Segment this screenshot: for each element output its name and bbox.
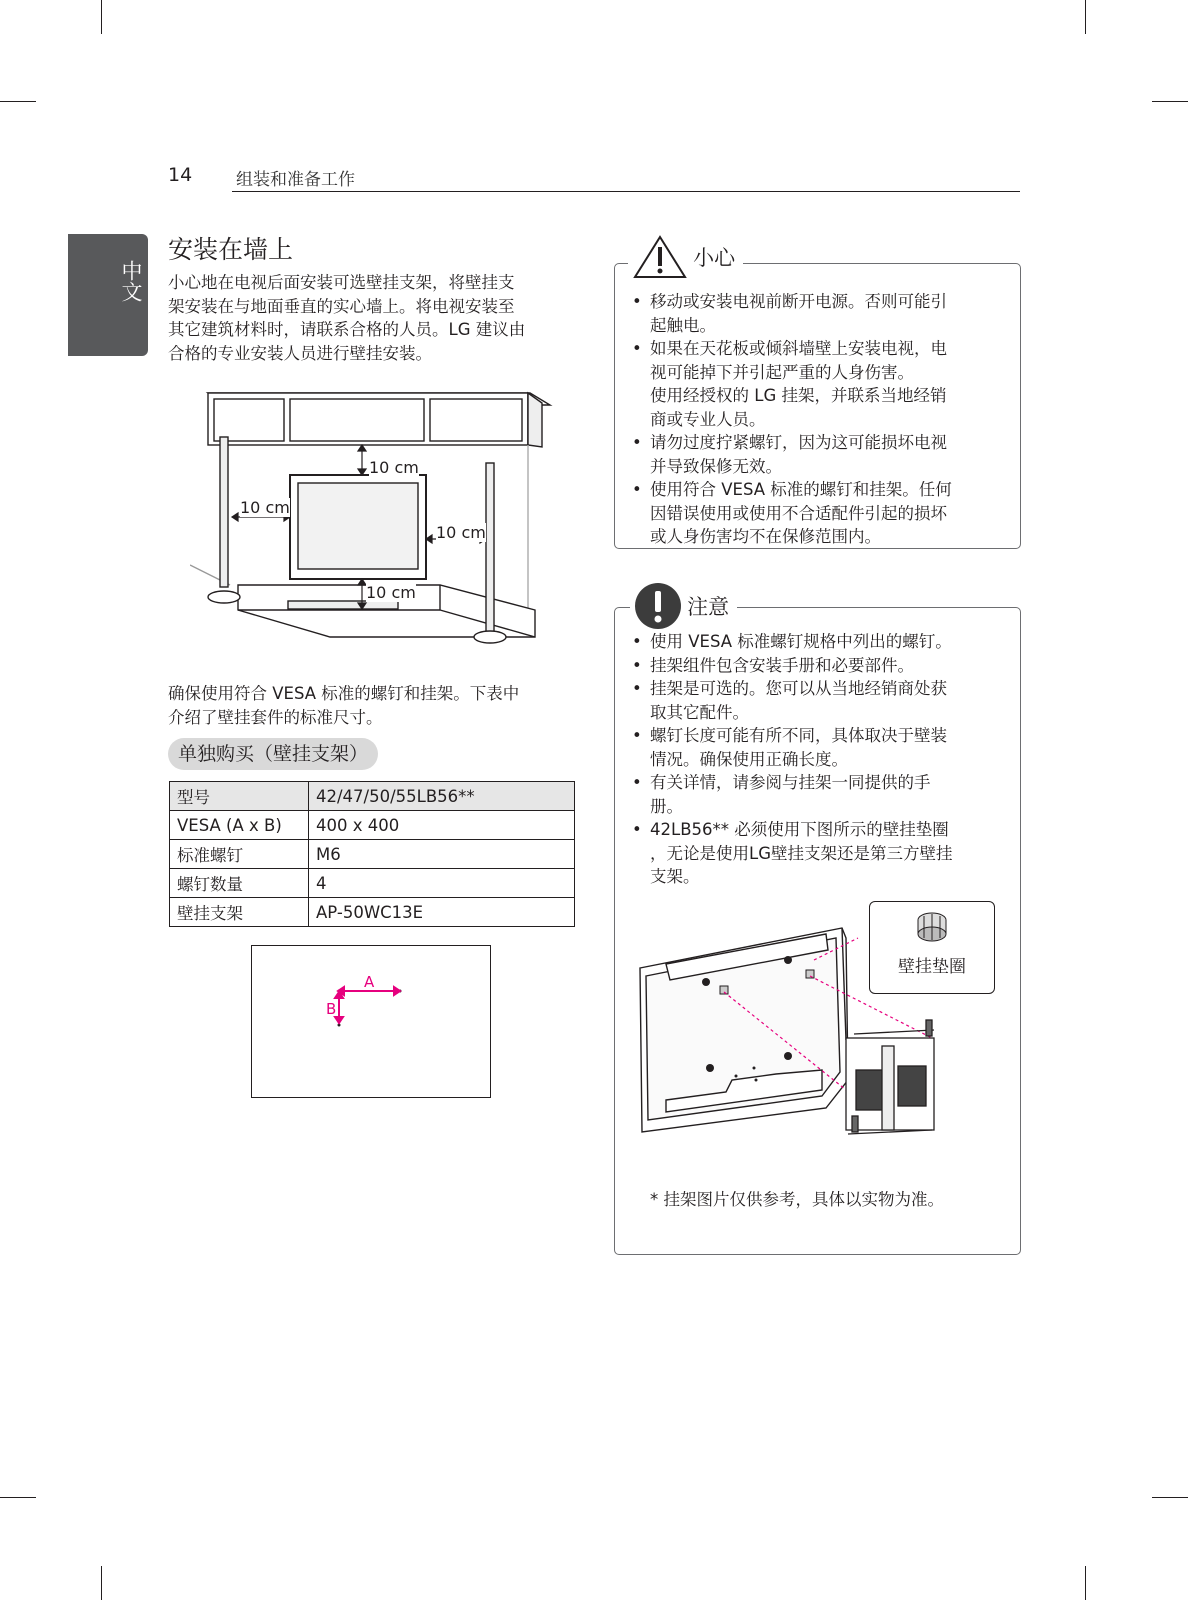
note-list: [632, 630, 1004, 889]
list-item-line: 使用经授权的 LG 挂架，并联系当地经销: [650, 386, 947, 405]
list-item-line: 或人身伤害均不在保修范围内。: [650, 527, 881, 546]
list-item-line: 商或专业人员。: [650, 409, 766, 429]
list-item-line: 并导致保修无效。: [650, 456, 782, 476]
table-cell: 400 x 400: [309, 811, 575, 840]
caution-heading: [628, 234, 743, 282]
table-row: [170, 869, 575, 898]
table-cell: 螺钉数量: [170, 869, 309, 898]
crop-mark: [0, 101, 36, 102]
list-item-line: • 移动或安装电视前断开电源。否则可能引: [650, 292, 947, 311]
exclamation-circle-icon: [634, 582, 682, 630]
vesa-label-b: B: [326, 1000, 337, 1018]
clearance-label-left: 10 cm: [240, 498, 290, 517]
page-number: 14: [168, 164, 193, 186]
crop-mark: [1085, 1566, 1086, 1600]
list-item-line: 支架。: [650, 867, 700, 886]
list-item-line: • 使用符合 VESA 标准的螺钉和挂架。任何: [650, 480, 952, 499]
clearance-label-top: 10 cm: [369, 458, 419, 477]
spec-table: [169, 781, 575, 927]
language-tab: [68, 234, 148, 356]
list-item: [632, 818, 1004, 889]
table-cell: 型号: [170, 782, 309, 811]
list-item: [632, 724, 1004, 771]
purchase-separately-badge: 单独购买（壁挂支架）: [168, 738, 378, 770]
list-item-line: • 挂架是可选的。您可以从当地经销商处获: [650, 679, 947, 698]
list-item-line: • 挂架组件包含安装手册和必要部件。: [650, 655, 914, 675]
list-item-line: • 请勿过度拧紧螺钉，因为这可能损坏电视: [650, 433, 947, 452]
vesa-note-line: 介绍了壁挂套件的标准尺寸。: [168, 707, 383, 727]
table-row: [170, 898, 575, 927]
list-item-line: 情况。确保使用正确长度。: [650, 749, 848, 769]
list-item: [632, 677, 1004, 724]
clearance-illustration: [190, 385, 560, 670]
intro-line: 小心地在电视后面安装可选壁挂支架，将壁挂支: [168, 273, 515, 292]
list-item: [632, 290, 1004, 337]
list-item: [632, 431, 1004, 478]
warning-triangle-icon: [632, 234, 688, 280]
list-item-line: 因错误使用或使用不合适配件引起的损坏: [650, 503, 947, 523]
crop-mark: [101, 0, 102, 34]
caution-title: 小心: [693, 246, 736, 270]
language-tab-label: 中文: [119, 260, 143, 302]
table-cell: 壁挂支架: [170, 898, 309, 927]
list-item-line: 视可能掉下并引起严重的人身伤害。: [650, 362, 914, 382]
list-item-line: • 螺钉长度可能有所不同，具体取决于壁装: [650, 726, 947, 745]
clearance-label-bottom: 10 cm: [366, 583, 416, 602]
list-item: [632, 630, 1004, 654]
caution-list: [632, 290, 1004, 549]
crop-mark: [1152, 101, 1188, 102]
vesa-arrows: [252, 946, 490, 1097]
vesa-note-line: 确保使用符合 VESA 标准的螺钉和挂架。下表中: [168, 684, 520, 703]
spacer-icon: [914, 910, 950, 944]
list-item-line: 取其它配件。: [650, 702, 749, 722]
spacer-callout: [869, 901, 995, 994]
list-item: [632, 478, 1004, 549]
crop-mark: [1085, 0, 1086, 34]
list-item-line: • 有关详情，请参阅与挂架一同提供的手: [650, 773, 931, 792]
list-item-line: 册。: [650, 796, 683, 816]
running-header: 组装和准备工作: [236, 170, 355, 190]
list-item-line: • 如果在天花板或倾斜墙壁上安装电视，电: [650, 339, 947, 358]
table-cell: 标准螺钉: [170, 840, 309, 869]
spacer-label: 壁挂垫圈: [898, 957, 966, 977]
header-rule: [232, 191, 1020, 192]
list-item-line: • 使用 VESA 标准螺钉规格中列出的螺钉。: [650, 632, 952, 651]
list-item: [632, 337, 1004, 431]
table-cell: 42/47/50/55LB56**: [309, 782, 575, 811]
table-row: [170, 811, 575, 840]
table-cell: 4: [309, 869, 575, 898]
table-row: [170, 782, 575, 811]
section-title: 安装在墙上: [168, 235, 294, 264]
intro-paragraph: [168, 271, 525, 365]
table-cell: M6: [309, 840, 575, 869]
table-cell: VESA (A x B): [170, 811, 309, 840]
list-item: [632, 771, 1004, 818]
crop-mark: [1152, 1497, 1188, 1498]
table-row: [170, 840, 575, 869]
list-item-line: 起触电。: [650, 315, 716, 335]
crop-mark: [101, 1566, 102, 1600]
note-title: 注意: [687, 595, 730, 619]
vesa-note: [168, 682, 519, 729]
table-cell: AP-50WC13E: [309, 898, 575, 927]
intro-line: 合格的专业安装人员进行壁挂安装。: [168, 343, 432, 363]
footnote: * 挂架图片仅供参考，具体以实物为准。: [650, 1190, 944, 1209]
crop-mark: [0, 1497, 36, 1498]
vesa-diagram: [251, 945, 491, 1098]
vesa-label-a: A: [364, 973, 375, 991]
list-item-line: ，无论是使用LG壁挂支架还是第三方壁挂: [650, 843, 953, 863]
list-item-line: • 42LB56** 必须使用下图所示的壁挂垫圈: [650, 820, 949, 839]
note-heading: [630, 582, 737, 630]
intro-line: 架安装在与地面垂直的实心墙上。将电视安装至: [168, 296, 515, 316]
list-item: [632, 654, 1004, 678]
clearance-label-right: 10 cm: [436, 523, 486, 542]
intro-line: 其它建筑材料时，请联系合格的人员。LG 建议由: [168, 320, 526, 339]
